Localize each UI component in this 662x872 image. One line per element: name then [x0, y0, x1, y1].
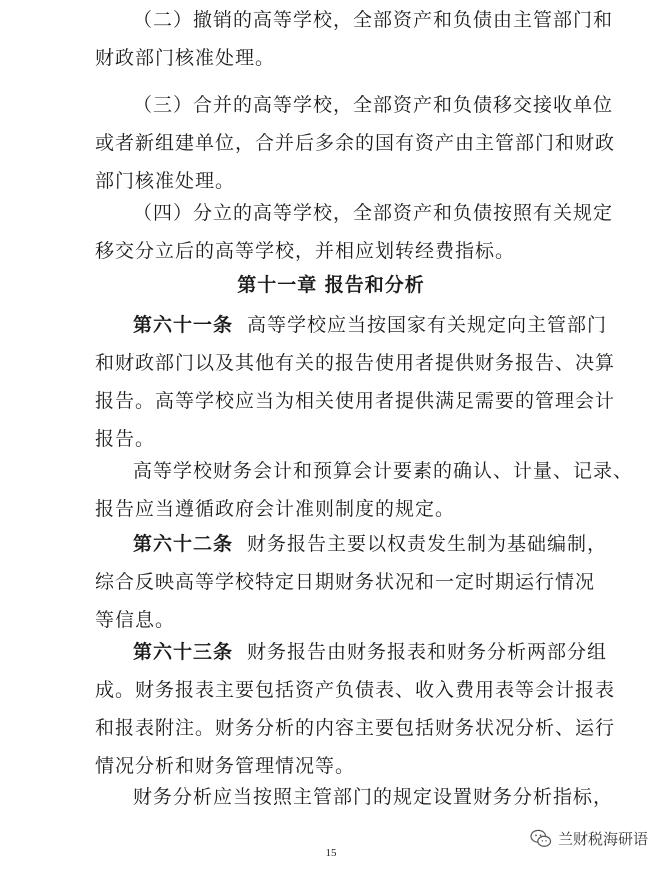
- paragraph-2: [95, 1, 614, 77]
- text-line: 部门核准处理。: [95, 170, 236, 192]
- text-line: 报告。高等学校应当为相关使用者提供满足需要的管理会计: [95, 390, 616, 412]
- text-line: 情况分析和财务管理情况等。: [95, 755, 356, 777]
- paragraph-3: [95, 86, 616, 200]
- text-line: 财务分析应当按照主管部门的规定设置财务分析指标，: [133, 786, 614, 808]
- article-label: 第六十一条: [133, 314, 234, 336]
- text-line: 财务报告主要以权责发生制为基础编制，: [247, 533, 608, 555]
- article-63-paragraph-2: [95, 778, 614, 816]
- text-line: （三）合并的高等学校，全部资产和负债移交接收单位: [133, 94, 614, 116]
- wechat-icon: [530, 829, 552, 849]
- page-number: 15: [325, 847, 337, 859]
- text-line: 等信息。: [95, 609, 176, 631]
- article-61-paragraph-2: [95, 452, 634, 528]
- article-62: [95, 525, 608, 639]
- text-line: 和财政部门以及其他有关的报告使用者提供财务报告、决算: [95, 352, 616, 374]
- chapter-title: 第十一章 报告和分析: [237, 274, 425, 296]
- article-label: 第六十三条: [133, 641, 234, 663]
- text-line: 财政部门核准处理。: [95, 47, 276, 69]
- text-line: 报告。: [95, 428, 156, 450]
- text-line: （四）分立的高等学校，全部资产和负债按照有关规定: [133, 202, 614, 224]
- text-line: 高等学校应当按国家有关规定向主管部门: [247, 314, 608, 336]
- article-label: 第六十二条: [133, 533, 234, 555]
- watermark-text: 兰财税海研语: [557, 830, 648, 848]
- text-line: （二）撤销的高等学校，全部资产和负债由主管部门和: [133, 9, 614, 31]
- text-line: 财务报告由财务报表和财务分析两部分组: [247, 641, 608, 663]
- watermark: [530, 828, 648, 849]
- text-line: 或者新组建单位，合并后多余的国有资产由主管部门和财政: [95, 132, 616, 154]
- text-line: 综合反映高等学校特定日期财务状况和一定时期运行情况: [95, 571, 596, 593]
- paragraph-4: [95, 194, 614, 270]
- text-line: 和报表附注。财务分析的内容主要包括财务状况分析、运行: [95, 717, 616, 739]
- text-line: 移交分立后的高等学校，并相应划转经费指标。: [95, 240, 516, 262]
- text-line: 成。财务报表主要包括资产负债表、收入费用表等会计报表: [95, 679, 616, 701]
- text-line: 报告应当遵循政府会计准则制度的规定。: [95, 498, 456, 520]
- article-63: [95, 633, 616, 785]
- article-61: [95, 306, 616, 458]
- text-line: 高等学校财务会计和预算会计要素的确认、计量、记录、: [133, 460, 634, 482]
